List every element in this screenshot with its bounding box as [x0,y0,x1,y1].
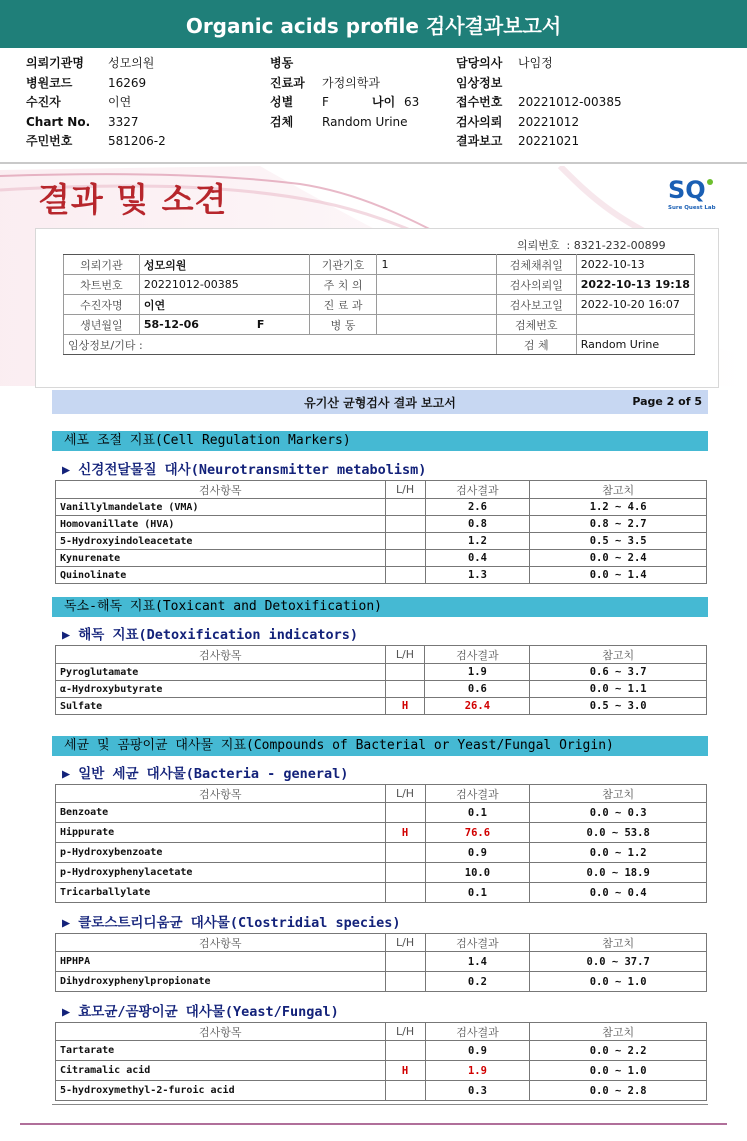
info-label: 병동 [270,56,294,70]
patient-value [576,315,694,335]
patient-value: 성모의원 [139,255,309,275]
info-value: 20221021 [518,134,580,148]
subcategory-bacteria-general: ▶ 일반 세균 대사물(Bacteria - general) [62,766,349,782]
table-row: Dihydroxyphenylpropionate 0.2 0.0 ~ 1.0 [56,972,707,992]
info-label: 결과보고 [456,134,503,148]
patient-key: 생년월일 [64,315,140,335]
table-row: 5-hydroxymethyl-2-furoic acid 0.3 0.0 ~ 2.8 [56,1081,707,1101]
result-section-title: 결과 및 소견 [38,180,228,219]
info-label: 임상정보 [456,75,503,90]
category-cell-regulation: 세포 조절 지표(Cell Regulation Markers) [52,431,708,451]
patient-row [64,315,695,335]
info-label: 검체 [270,114,294,129]
info-label: 담당의사 [456,56,503,70]
table-header: 검사항목 L/H 검사결과 참고치 [56,785,707,803]
info-label: 접수번호 [456,95,503,109]
report-header-title: Organic acids profile 검사결과보고서 [0,0,747,48]
patient-value [377,275,496,295]
table-row: Tricarballylate 0.1 0.0 ~ 0.4 [56,883,707,903]
results-table-yeast [55,1022,707,1101]
info-value: 20221012 [518,114,580,129]
table-header: 검사항목 L/H 검사결과 참고치 [56,481,707,499]
patient-key: 검체채취일 [496,255,576,275]
table-row: Homovanillate (HVA) 0.8 0.8 ~ 2.7 [56,516,707,533]
table-row: p-Hydroxybenzoate 0.9 0.0 ~ 1.2 [56,843,707,863]
logo-subtext: Sure Quest Lab [668,205,716,211]
table-header: 검사항목 L/H 검사결과 참고치 [56,646,707,664]
results-table-neurotransmitter [55,480,707,584]
info-value: 20221012-00385 [518,95,622,109]
info-label: 수진자 [26,95,61,109]
table-row: Citramalic acid H 1.9 0.0 ~ 1.0 [56,1061,707,1081]
info-value: 나임정 [518,56,553,70]
request-number: 의뢰번호 : 8321-232-00899 [517,239,666,252]
age-label: 나이 [372,95,396,109]
footer-divider [52,1104,708,1105]
info-value: 3327 [108,114,139,129]
info-value: F [322,95,329,109]
patient-row [64,295,695,315]
info-value: 581206-2 [108,134,166,148]
patient-key: 검체번호 [496,315,576,335]
table-header: 검사항목 L/H 검사결과 참고치 [56,934,707,952]
sure-quest-lab-logo [666,174,722,214]
patient-key: 차트번호 [64,275,140,295]
patient-sex: F [256,318,265,331]
table-row: Hippurate H 76.6 0.0 ~ 53.8 [56,823,707,843]
subcategory-clostridial: ▶ 클로스트리디움균 대사물(Clostridial species) [62,915,401,931]
info-label: Chart No. [26,114,91,129]
patient-key: 임상정보/기타 : [64,335,497,355]
info-label: 성별 [270,95,294,109]
info-value: 성모의원 [108,56,155,70]
table-row: Quinolinate 1.3 0.0 ~ 1.4 [56,567,707,584]
table-row: Vanillylmandelate (VMA) 2.6 1.2 ~ 4.6 [56,499,707,516]
category-bacterial-fungal: 세균 및 곰팡이균 대사물 지표(Compounds of Bacterial or Yeast/Fungal Origin) [52,736,708,756]
patient-row [64,335,695,355]
patient-value [377,295,496,315]
patient-value: Random Urine [576,335,694,355]
patient-value [377,315,496,335]
table-header: 검사항목 L/H 검사결과 참고치 [56,1023,707,1041]
patient-key: 검사의뢰일 [496,275,576,295]
table-row: Benzoate 0.1 0.0 ~ 0.3 [56,803,707,823]
info-col2 [270,54,460,154]
info-label: 의뢰기관명 [26,56,84,70]
info-value: 이연 [108,95,132,109]
patient-row [64,275,695,295]
patient-key: 진 료 과 [309,295,377,315]
patient-row [64,255,695,275]
info-label: 진료과 [270,75,305,90]
patient-key: 검 체 [496,335,576,355]
results-table-bacteria [55,784,707,903]
patient-value: 20221012-00385 [139,275,309,295]
logo-text: SQ [668,176,706,204]
table-row: α-Hydroxybutyrate 0.6 0.0 ~ 1.1 [56,681,707,698]
subcategory-yeast-fungal: ▶ 효모균/곰팡이균 대사물(Yeast/Fungal) [62,1004,339,1020]
info-value: Random Urine [322,114,408,129]
patient-key: 수진자명 [64,295,140,315]
patient-key: 주 치 의 [309,275,377,295]
patient-table [63,254,695,355]
footer-accent-line [20,1123,727,1125]
patient-key: 의뢰기관 [64,255,140,275]
info-value: 16269 [108,75,147,90]
patient-key: 검사보고일 [496,295,576,315]
patient-key: 기관기호 [309,255,377,275]
info-label: 병원코드 [26,75,73,90]
info-col1 [26,54,226,154]
results-table-detox [55,645,707,715]
report-title: 유기산 균형검사 결과 보고서 [304,396,456,410]
page-indicator: Page 2 of 5 [632,395,702,408]
info-label: 검사의뢰 [456,114,503,129]
info-label: 주민번호 [26,134,73,148]
table-row: Sulfate H 26.4 0.5 ~ 3.0 [56,698,707,715]
subcategory-detox: ▶ 해독 지표(Detoxification indicators) [62,627,358,643]
info-value: 가정의학과 [322,75,380,90]
patient-value: 2022-10-13 19:18 [576,275,694,295]
results-table-clostridial [55,933,707,992]
category-detox: 독소-해독 지표(Toxicant and Detoxification) [52,597,708,617]
age-value: 63 [404,95,420,109]
patient-value: 2022-10-13 [576,255,694,275]
table-row: 5-Hydroxyindoleacetate 1.2 0.5 ~ 3.5 [56,533,707,550]
table-row: Tartarate 0.9 0.0 ~ 2.2 [56,1041,707,1061]
patient-value: 2022-10-20 16:07 [576,295,694,315]
patient-key: 병 동 [309,315,377,335]
patient-value: 58-12-06 F [139,315,309,335]
patient-value: 이연 [139,295,309,315]
info-col3 [456,54,656,154]
table-row: Kynurenate 0.4 0.0 ~ 2.4 [56,550,707,567]
report-title-band [52,390,708,414]
table-row: HPHPA 1.4 0.0 ~ 37.7 [56,952,707,972]
patient-value: 1 [377,255,496,275]
header-divider [0,162,747,164]
table-row: Pyroglutamate 1.9 0.6 ~ 3.7 [56,664,707,681]
subcategory-neurotransmitter: ▶ 신경전달물질 대사(Neurotransmitter metabolism) [62,462,427,478]
table-row: p-Hydroxyphenylacetate 10.0 0.0 ~ 18.9 [56,863,707,883]
